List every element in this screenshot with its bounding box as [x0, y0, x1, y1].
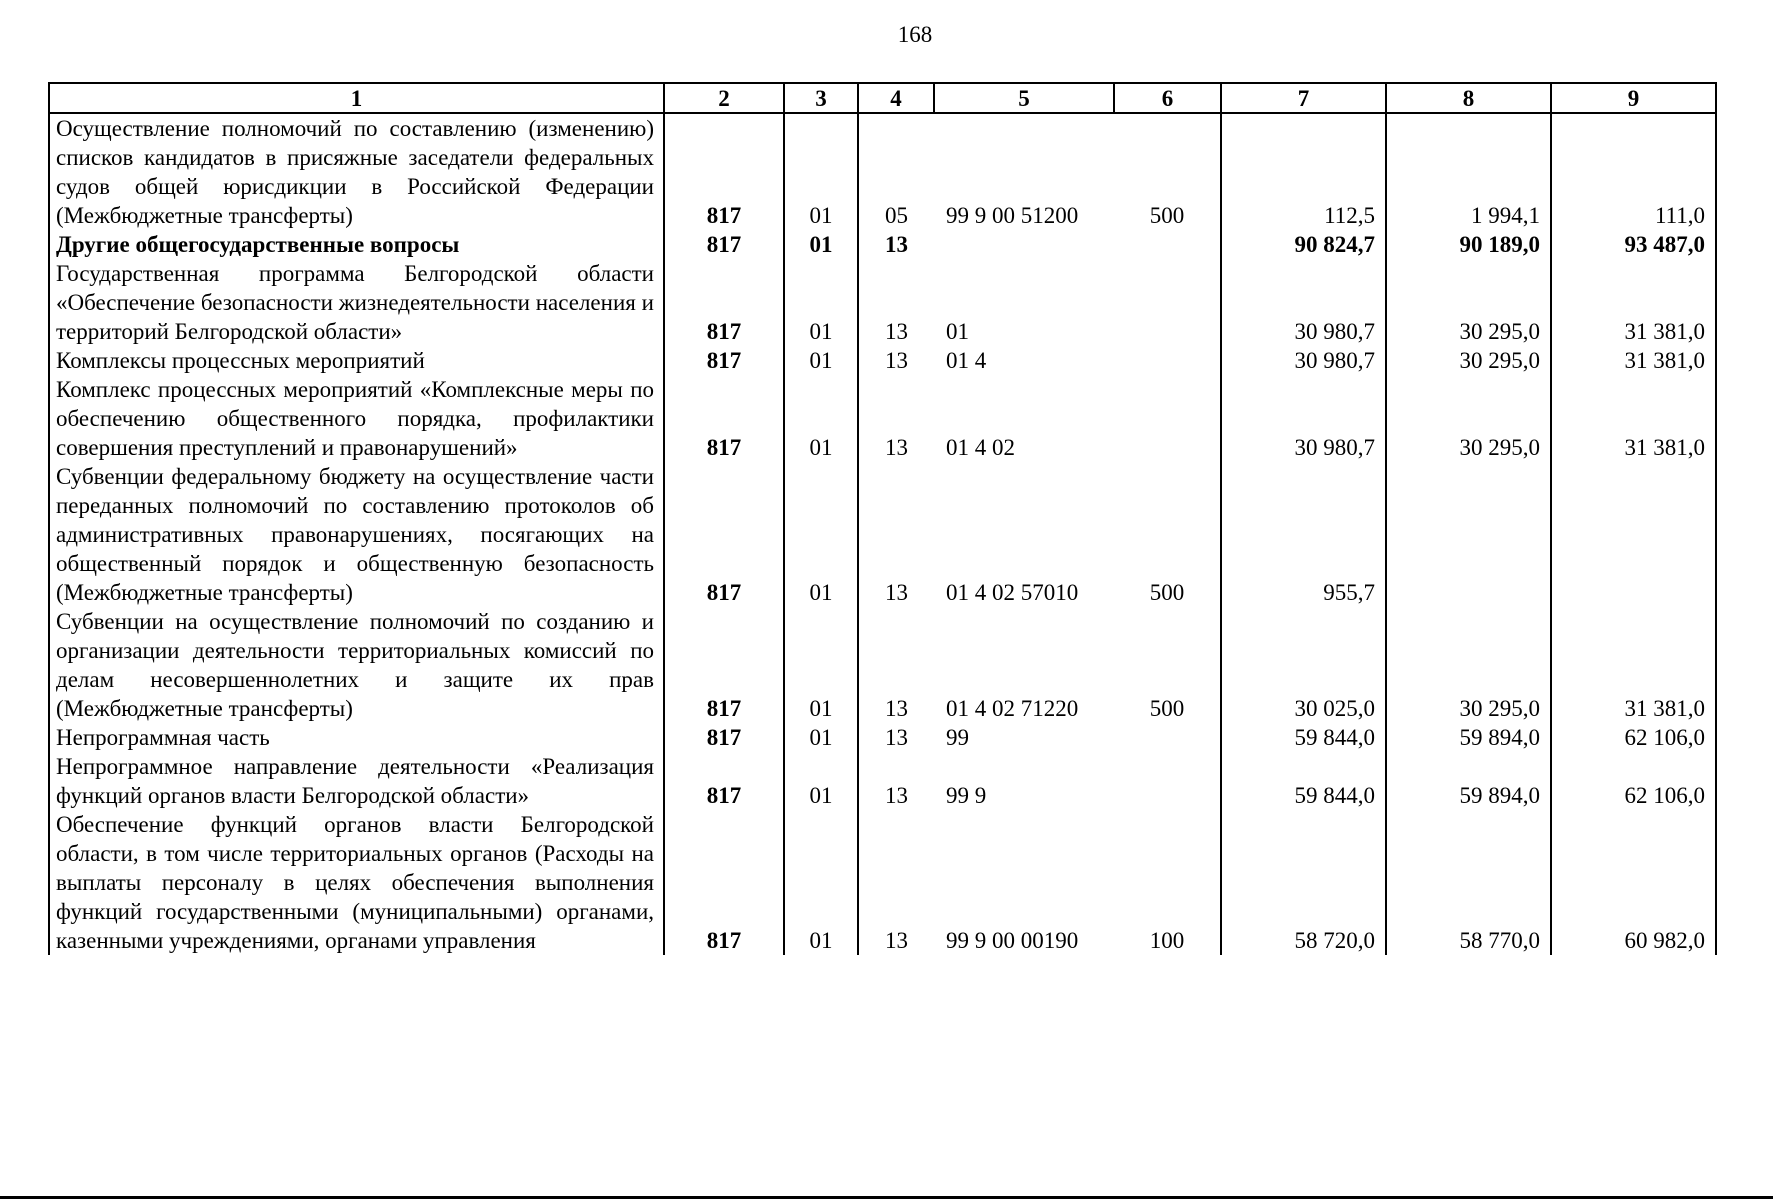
cell-admin-code: 817 — [664, 723, 784, 752]
cell-expense-type — [1114, 346, 1221, 375]
header-col-5: 5 — [934, 83, 1114, 113]
cell-target-item: 01 4 — [946, 348, 987, 373]
cell-target-item: 99 — [946, 725, 969, 750]
cell-amount-col7: 30 980,7 — [1221, 375, 1386, 462]
cell-amount-col7: 112,5 — [1221, 113, 1386, 230]
cell-admin-code: 817 — [664, 113, 784, 230]
cell-amount-col8 — [1386, 462, 1551, 607]
cell-section: 01 — [784, 230, 858, 259]
cell-amount-col7: 30 980,7 — [1221, 259, 1386, 346]
cell-expense-type: 500 — [1114, 462, 1221, 607]
cell-expense-type — [1114, 723, 1221, 752]
table-row — [49, 607, 1716, 723]
cell-amount-col9: 62 106,0 — [1551, 723, 1716, 752]
cell-name: Субвенции на осуществление полномочий по созданию и организации деятельности территориальных комиссий по делам несовершеннолетних и защите их прав (Межбюджетные трансферты) — [49, 607, 664, 723]
cell-subsection: 13 — [858, 375, 934, 462]
table-row — [49, 113, 1716, 230]
cell-target-item: 01 4 02 — [946, 435, 1015, 460]
cell-subsection: 13 — [858, 230, 934, 259]
cell-expense-type — [1114, 752, 1221, 810]
cell-name: Непрограммное направление деятельности «Реализация функций органов власти Белгородской области» — [49, 752, 664, 810]
cell-admin-code: 817 — [664, 259, 784, 346]
cell-admin-code: 817 — [664, 462, 784, 607]
cell-amount-col9: 60 982,0 — [1551, 810, 1716, 955]
cell-amount-col7: 59 844,0 — [1221, 752, 1386, 810]
cell-subsection: 13 — [858, 723, 934, 752]
header-col-1: 1 — [49, 83, 664, 113]
header-row — [49, 83, 1716, 113]
cell-target-item: 01 — [946, 319, 969, 344]
cell-admin-code: 817 — [664, 810, 784, 955]
cell-amount-col8: 59 894,0 — [1386, 723, 1551, 752]
cell-target-item: 99 9 — [946, 783, 987, 808]
cell-name: Обеспечение функций органов власти Белгородской области, в том числе территориальных органов (Расходы на выплаты персоналу в целях обеспечения выполнения функций государственными (муниципальными) органами, казенными учреждениями, органами управления — [49, 810, 664, 955]
table-row — [49, 462, 1716, 607]
header-col-3: 3 — [784, 83, 858, 113]
cell-section: 01 — [784, 752, 858, 810]
header-col-2: 2 — [664, 83, 784, 113]
cell-expense-type — [1114, 259, 1221, 346]
cell-section: 01 — [784, 462, 858, 607]
cell-expense-type: 500 — [1114, 113, 1221, 230]
table-row — [49, 723, 1716, 752]
cell-amount-col8: 59 894,0 — [1386, 752, 1551, 810]
cell-amount-col9: 31 381,0 — [1551, 375, 1716, 462]
cell-admin-code: 817 — [664, 230, 784, 259]
cell-subsection: 13 — [858, 810, 934, 955]
cell-amount-col9 — [1551, 462, 1716, 607]
cell-amount-col8: 1 994,1 — [1386, 113, 1551, 230]
cell-expense-type: 500 — [1114, 607, 1221, 723]
cell-amount-col9: 93 487,0 — [1551, 230, 1716, 259]
cell-amount-col8: 30 295,0 — [1386, 346, 1551, 375]
cell-subsection: 13 — [858, 259, 934, 346]
header-col-7: 7 — [1221, 83, 1386, 113]
header-col-8: 8 — [1386, 83, 1551, 113]
cell-amount-col7: 59 844,0 — [1221, 723, 1386, 752]
cell-expense-type: 100 — [1114, 810, 1221, 955]
cell-amount-col9: 111,0 — [1551, 113, 1716, 230]
cell-amount-col7: 90 824,7 — [1221, 230, 1386, 259]
cell-subsection: 13 — [858, 346, 934, 375]
cell-section: 01 — [784, 375, 858, 462]
cell-admin-code: 817 — [664, 752, 784, 810]
cell-amount-col9: 31 381,0 — [1551, 607, 1716, 723]
cell-amount-col7: 30 980,7 — [1221, 346, 1386, 375]
cell-name: Другие общегосударственные вопросы — [49, 230, 664, 259]
cell-section: 01 — [784, 607, 858, 723]
table-row — [49, 810, 1716, 955]
table-row — [49, 259, 1716, 346]
cell-section: 01 — [784, 259, 858, 346]
cell-target-item: 99 9 00 00190 — [946, 928, 1079, 953]
cell-section: 01 — [784, 346, 858, 375]
table-body — [49, 113, 1716, 955]
cell-amount-col8: 30 295,0 — [1386, 607, 1551, 723]
header-col-4: 4 — [858, 83, 934, 113]
cell-section: 01 — [784, 810, 858, 955]
cell-amount-col8: 90 189,0 — [1386, 230, 1551, 259]
cell-name: Комплексы процессных мероприятий — [49, 346, 664, 375]
header-col-9: 9 — [1551, 83, 1716, 113]
cell-target-item: 01 4 02 57010 — [946, 580, 1079, 605]
cell-section: 01 — [784, 723, 858, 752]
cell-name: Государственная программа Белгородской области «Обеспечение безопасности жизнедеятельности населения и территорий Белгородской области» — [49, 259, 664, 346]
cell-name: Субвенции федеральному бюджету на осуществление части переданных полномочий по составлению протоколов об административных правонарушениях, посягающих на общественный порядок и общественную безопасность (Межбюджетные трансферты) — [49, 462, 664, 607]
table-row — [49, 230, 1716, 259]
cell-amount-col7: 30 025,0 — [1221, 607, 1386, 723]
cell-name: Непрограммная часть — [49, 723, 664, 752]
cell-admin-code: 817 — [664, 607, 784, 723]
cell-amount-col9: 31 381,0 — [1551, 346, 1716, 375]
cell-name: Комплекс процессных мероприятий «Комплексные меры по обеспечению общественного порядка, профилактики совершения преступлений и правонарушений» — [49, 375, 664, 462]
table-row — [49, 752, 1716, 810]
cell-target-item — [934, 230, 1114, 259]
cell-subsection: 13 — [858, 607, 934, 723]
cell-admin-code: 817 — [664, 375, 784, 462]
cell-amount-col7: 955,7 — [1221, 462, 1386, 607]
cell-subsection: 05 — [858, 113, 934, 230]
page-number: 168 — [897, 22, 933, 47]
table-row — [49, 346, 1716, 375]
cell-subsection: 13 — [858, 752, 934, 810]
cell-section: 01 — [784, 113, 858, 230]
page-bottom-rule — [0, 1196, 1773, 1199]
cell-amount-col8: 30 295,0 — [1386, 259, 1551, 346]
cell-name: Осуществление полномочий по составлению (изменению) списков кандидатов в присяжные заседатели федеральных судов общей юрисдикции в Российской Федерации (Межбюджетные трансферты) — [49, 113, 664, 230]
cell-subsection: 13 — [858, 462, 934, 607]
cell-amount-col8: 30 295,0 — [1386, 375, 1551, 462]
cell-expense-type — [1114, 375, 1221, 462]
cell-admin-code: 817 — [664, 346, 784, 375]
header-col-6: 6 — [1114, 83, 1221, 113]
budget-table — [48, 82, 1717, 955]
cell-expense-type — [1114, 230, 1221, 259]
cell-target-item: 01 4 02 71220 — [946, 696, 1079, 721]
cell-target-item: 99 9 00 51200 — [946, 203, 1079, 228]
cell-amount-col9: 31 381,0 — [1551, 259, 1716, 346]
cell-amount-col8: 58 770,0 — [1386, 810, 1551, 955]
cell-amount-col9: 62 106,0 — [1551, 752, 1716, 810]
table-row — [49, 375, 1716, 462]
cell-amount-col7: 58 720,0 — [1221, 810, 1386, 955]
